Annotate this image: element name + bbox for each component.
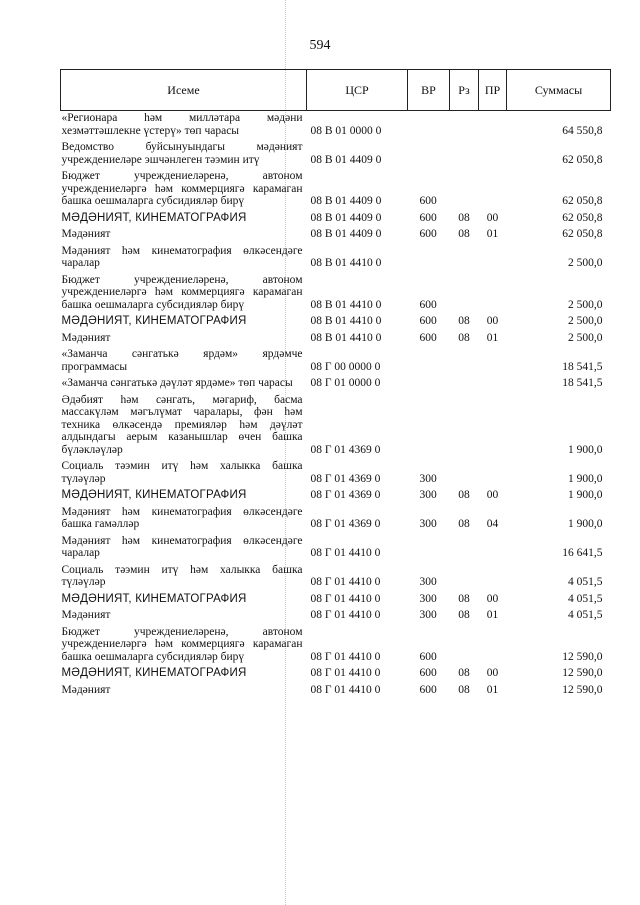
row-pr (479, 244, 507, 273)
row-pr: 00 (486, 211, 499, 224)
row-rz (450, 625, 479, 667)
table-row (61, 534, 611, 563)
row-vr: 600 (419, 331, 437, 344)
row-pr: 04 (486, 518, 499, 530)
page-number: 594 (309, 38, 331, 53)
row-sum: 4 051,5 (568, 609, 603, 621)
row-vr: 300 (419, 472, 437, 485)
row-csr: 08 Г 01 4410 0 (310, 576, 381, 588)
row-vr: 600 (419, 667, 437, 679)
row-rz: 08 (458, 211, 470, 224)
table-row (61, 393, 611, 460)
row-name: Мәдәният (61, 331, 111, 344)
row-pr (479, 273, 507, 315)
row-pr: 00 (486, 489, 499, 501)
row-csr: 08 В 01 4409 0 (310, 211, 382, 224)
row-pr: 01 (486, 228, 499, 240)
row-pr: 01 (486, 609, 499, 621)
row-rz (450, 244, 479, 273)
row-sum: 12 590,0 (562, 683, 603, 696)
row-name: Бюджет учреждениеләренә, автоном учреждениеләргә һәм коммерциягә карамаган башка оешмаларга субсидияләр бирү (61, 170, 303, 207)
row-vr (408, 244, 450, 273)
row-rz: 08 (458, 315, 470, 327)
row-name: Мәдәният (61, 609, 111, 621)
row-csr: 08 Г 01 4410 0 (310, 547, 381, 559)
row-name: МӘДӘНИЯТ, КИНЕМАТОГРАФИЯ (61, 667, 247, 679)
row-sum: 18 541,5 (562, 360, 603, 373)
table-row (61, 563, 611, 592)
header-vr: ВР (408, 70, 450, 111)
row-vr: 300 (419, 518, 437, 530)
row-csr: 08 Г 00 0000 0 (310, 360, 381, 373)
row-name: МӘДӘНИЯТ, КИНЕМАТОГРАФИЯ (61, 211, 247, 224)
row-rz (450, 347, 479, 376)
table-row (61, 459, 611, 488)
row-vr: 600 (419, 195, 437, 207)
row-csr: 08 В 01 4409 0 (310, 228, 382, 240)
row-vr (408, 534, 450, 563)
table-row (61, 505, 611, 534)
row-pr (479, 376, 507, 393)
row-csr: 08 В 01 4409 0 (310, 195, 382, 207)
row-csr: 08 Г 01 4410 0 (310, 592, 381, 605)
header-name: Исеме (61, 70, 307, 111)
table-row (61, 273, 611, 315)
table-row (61, 376, 611, 393)
row-rz (450, 273, 479, 315)
header-sum: Суммасы (507, 70, 611, 111)
row-pr (479, 563, 507, 592)
row-csr: 08 В 01 4410 0 (310, 257, 382, 269)
row-sum: 2 500,0 (568, 298, 603, 311)
row-sum: 12 590,0 (562, 667, 603, 679)
budget-table (60, 69, 611, 699)
row-rz (450, 534, 479, 563)
header-pr: ПР (479, 70, 507, 111)
row-name: Бюджет учреждениеләренә, автоном учреждениеләргә һәм коммерциягә карамаган башка оешмаларга субсидияләр бирү (61, 625, 303, 663)
row-sum: 1 900,0 (568, 489, 603, 501)
table-body (61, 111, 611, 700)
row-name: Мәдәният һәм кинематография өлкәсендәге чаралар (61, 534, 303, 559)
row-csr: 08 Г 01 4369 0 (310, 443, 381, 456)
row-vr: 300 (419, 489, 437, 501)
row-csr: 08 В 01 0000 0 (310, 124, 382, 137)
row-csr: 08 Г 01 4369 0 (310, 472, 381, 485)
row-vr: 600 (419, 315, 437, 327)
row-sum: 18 541,5 (562, 377, 603, 389)
row-vr: 300 (419, 609, 437, 621)
row-sum: 1 900,0 (568, 443, 603, 456)
row-csr: 08 Г 01 4369 0 (310, 489, 381, 501)
row-csr: 08 В 01 4409 0 (310, 153, 382, 166)
row-sum: 62 050,8 (562, 195, 603, 207)
row-csr: 08 В 01 4410 0 (310, 298, 382, 311)
row-pr: 00 (486, 592, 499, 605)
row-name: «Регионара һәм милләтара мәдәни хезмәттәшлекне үстерү» төп чарасы (61, 112, 303, 137)
header-rz: Рз (450, 70, 479, 111)
row-sum: 2 500,0 (568, 331, 603, 344)
row-rz: 08 (458, 667, 470, 679)
row-name: Әдәбият һәм сәнгать, мәгариф, басма массакүләм мәгълүмат чаралары, фән һәм техника өлкәсендә премияләр һәм дәүләт алдындагы аерым казанышлар өчен башка бүләкләүләр (61, 393, 303, 456)
row-pr: 00 (486, 315, 499, 327)
table-row (61, 314, 611, 331)
row-vr (408, 111, 450, 141)
table-row (61, 140, 611, 169)
row-pr: 01 (486, 331, 499, 344)
row-csr: 08 Г 01 0000 0 (310, 377, 381, 389)
row-name: МӘДӘНИЯТ, КИНЕМАТОГРАФИЯ (61, 592, 247, 605)
row-name: Мәдәният (61, 683, 111, 696)
row-csr: 08 Г 01 4410 0 (310, 667, 381, 679)
table-row (61, 666, 611, 683)
row-rz (450, 459, 479, 488)
row-pr (479, 534, 507, 563)
row-rz: 08 (458, 518, 470, 530)
table-row (61, 169, 611, 211)
row-name: МӘДӘНИЯТ, КИНЕМАТОГРАФИЯ (61, 489, 247, 501)
row-rz: 08 (458, 331, 470, 344)
row-sum: 1 900,0 (568, 472, 603, 485)
row-sum: 1 900,0 (568, 518, 603, 530)
row-pr: 00 (486, 667, 499, 679)
table-header-row (61, 70, 611, 111)
row-csr: 08 В 01 4410 0 (310, 331, 382, 344)
row-rz: 08 (458, 683, 470, 696)
row-rz (450, 111, 479, 141)
row-csr: 08 Г 01 4410 0 (310, 650, 381, 663)
row-csr: 08 Г 01 4369 0 (310, 518, 381, 530)
row-pr (479, 111, 507, 141)
row-rz: 08 (458, 592, 470, 605)
row-sum: 2 500,0 (568, 315, 603, 327)
row-vr: 600 (419, 211, 437, 224)
row-pr (479, 393, 507, 460)
row-name: «Заманча сәнгатькә ярдәм» ярдәмче программасы (61, 348, 303, 373)
row-vr: 600 (419, 298, 437, 311)
row-sum: 4 051,5 (568, 576, 603, 588)
table-row (61, 244, 611, 273)
row-vr: 600 (419, 683, 437, 696)
row-sum: 16 641,5 (562, 547, 603, 559)
row-vr: 600 (419, 650, 437, 663)
row-sum: 2 500,0 (568, 257, 603, 269)
row-sum: 62 050,8 (562, 211, 603, 224)
row-name: Ведомство буйсынуындагы мәдәният учреждениеләре эшчәнлеген тәэмин итү (61, 141, 303, 166)
row-name: Бюджет учреждениеләренә, автоном учреждениеләргә һәм коммерциягә карамаган башка оешмаларга субсидияләр бирү (61, 273, 303, 311)
row-vr (408, 347, 450, 376)
row-pr (479, 347, 507, 376)
table-row (61, 625, 611, 667)
row-rz (450, 376, 479, 393)
row-csr: 08 В 01 4410 0 (310, 315, 382, 327)
table-row (61, 683, 611, 700)
row-sum: 62 050,8 (562, 153, 603, 166)
row-vr: 300 (419, 576, 437, 588)
table-row (61, 592, 611, 609)
row-rz: 08 (458, 609, 470, 621)
row-csr: 08 Г 01 4410 0 (310, 609, 381, 621)
row-vr (408, 393, 450, 460)
row-sum: 4 051,5 (568, 592, 603, 605)
row-name: «Заманча сәнгатькә дәүләт ярдәме» төп чарасы (61, 377, 293, 389)
row-csr: 08 Г 01 4410 0 (310, 683, 381, 696)
row-vr: 600 (419, 228, 437, 240)
row-vr: 300 (419, 592, 437, 605)
row-name: Мәдәният һәм кинематография өлкәсендәге башка гамәлләр (61, 505, 303, 530)
row-name: МӘДӘНИЯТ, КИНЕМАТОГРАФИЯ (61, 315, 247, 327)
row-sum: 12 590,0 (562, 650, 603, 663)
row-pr: 01 (486, 683, 499, 696)
row-rz (450, 169, 479, 211)
row-vr (408, 376, 450, 393)
table-row (61, 347, 611, 376)
row-rz (450, 393, 479, 460)
row-rz (450, 563, 479, 592)
row-rz (450, 140, 479, 169)
table-row (61, 488, 611, 505)
table-row (61, 227, 611, 244)
row-name: Социаль тәэмин итү һәм халыкка башка түләүләр (61, 563, 303, 588)
row-rz: 08 (458, 489, 470, 501)
row-rz: 08 (458, 228, 470, 240)
row-name: Мәдәният һәм кинематография өлкәсендәге чаралар (61, 244, 303, 269)
row-name: Мәдәният (61, 228, 111, 240)
row-vr (408, 140, 450, 169)
row-sum: 62 050,8 (562, 228, 603, 240)
table-row (61, 211, 611, 228)
row-pr (479, 625, 507, 667)
row-sum: 64 550,8 (562, 124, 603, 137)
table-row (61, 111, 611, 141)
row-name: Социаль тәэмин итү һәм халыкка башка түләүләр (61, 460, 303, 485)
header-csr: ЦСР (307, 70, 408, 111)
table-row (61, 331, 611, 348)
row-pr (479, 140, 507, 169)
row-pr (479, 169, 507, 211)
row-pr (479, 459, 507, 488)
table-row (61, 608, 611, 625)
